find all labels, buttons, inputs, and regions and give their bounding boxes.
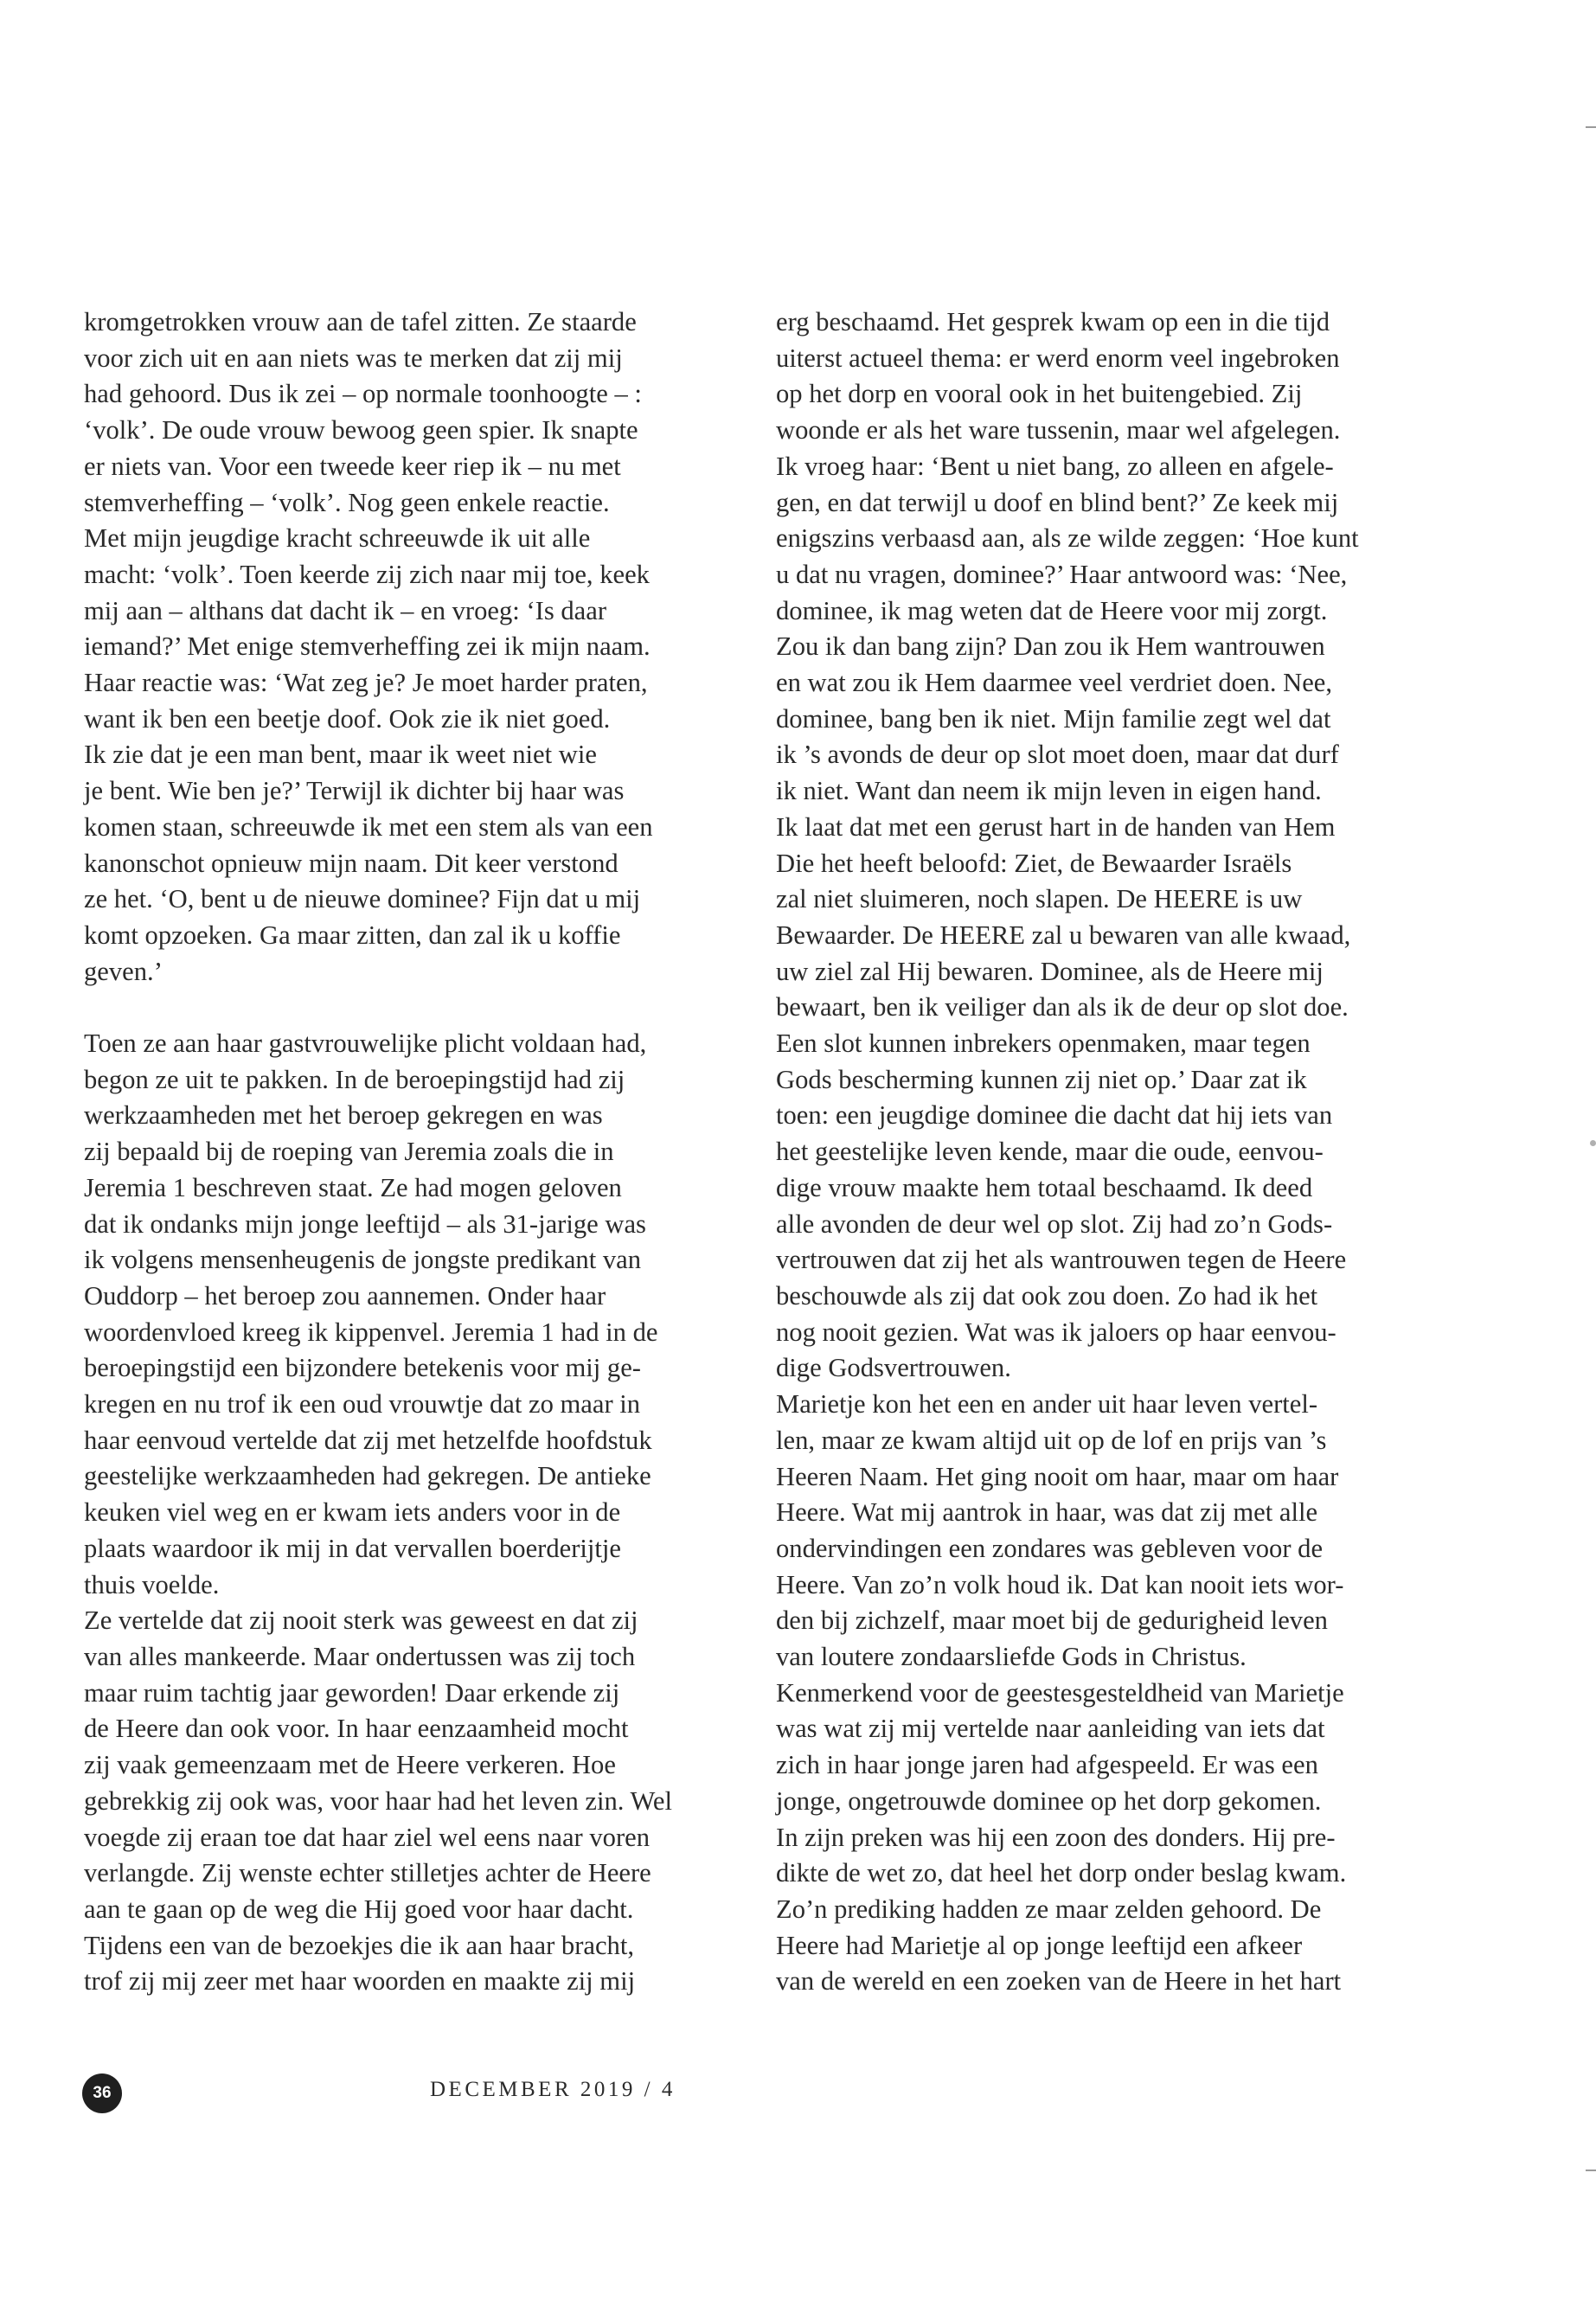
text-line: Kenmerkend voor de geestesgesteldheid van Marietje: [776, 1677, 1344, 1708]
text-line: macht: ‘volk’. Toen keerde zij zich naar mij toe, keek: [84, 559, 650, 589]
text-line: len, maar ze kwam altijd uit op de lof en prijs van ’s: [776, 1425, 1327, 1455]
text-line: mij aan – althans dat dacht ik – en vroeg: ‘Is daar: [84, 595, 607, 625]
text-line: dominee, ik mag weten dat de Heere voor mij zorgt.: [776, 595, 1328, 625]
text-line: ik volgens mensenheugenis de jongste predikant van: [84, 1245, 642, 1275]
text-line: op het dorp en vooral ook in het buitengebied. Zij: [776, 379, 1303, 409]
text-line: jonge, ongetrouwde dominee op het dorp gekomen.: [776, 1785, 1322, 1816]
text-line: stemverheffing – ‘volk’. Nog geen enkele reactie.: [84, 487, 610, 517]
text-line: van loutere zondaarsliefde Gods in Christus.: [776, 1642, 1247, 1672]
text-line: dige vrouw maakte hem totaal beschaamd. Ik deed: [776, 1172, 1313, 1202]
text-line: woonde er als het ware tussenin, maar wel afgelegen.: [776, 415, 1341, 445]
text-line: enigszins verbaasd aan, als ze wilde zeggen: ‘Hoe kunt: [776, 523, 1359, 554]
text-line: kanonschot opnieuw mijn naam. Dit keer verstond: [84, 848, 619, 878]
text-line: komen staan, schreeuwde ik met een stem als van een: [84, 811, 653, 842]
text-line: begon ze uit te pakken. In de beroepingstijd had zij: [84, 1064, 625, 1094]
text-line: dikte de wet zo, dat heel het dorp onder beslag kwam.: [776, 1858, 1347, 1888]
crop-mark-top: [1586, 126, 1596, 128]
paragraph: [84, 304, 741, 990]
text-line: vertrouwen dat zij het als wantrouwen tegen de Heere: [776, 1245, 1347, 1275]
paragraph: [84, 1026, 741, 1603]
text-line: er niets van. Voor een tweede keer riep ik – nu met: [84, 451, 621, 481]
left-column: [84, 304, 741, 2000]
text-line: voor zich uit en aan niets was te merken dat zij mij: [84, 343, 623, 373]
text-line: Heere had Marietje al op jonge leeftijd een afkeer: [776, 1930, 1303, 1960]
text-line: erg beschaamd. Het gesprek kwam op een in die tijd: [776, 307, 1330, 336]
text-line: verlangde. Zij wenste echter stilletjes achter de Heere: [84, 1858, 651, 1888]
text-line: aan te gaan op de weg die Hij goed voor haar dacht.: [84, 1894, 634, 1924]
paragraph: [776, 1676, 1433, 2000]
text-line: Heere. Van zo’n volk houd ik. Dat kan nooit iets wor-: [776, 1569, 1344, 1599]
text-line: ik niet. Want dan neem ik mijn leven in eigen hand.: [776, 776, 1322, 806]
text-line: Haar reactie was: ‘Wat zeg je? Je moet harder praten,: [84, 668, 648, 698]
text-line: thuis voelde.: [84, 1569, 220, 1599]
text-line: Heeren Naam. Het ging nooit om haar, maar om haar: [776, 1461, 1339, 1491]
page-number-badge: [82, 2073, 122, 2113]
text-line: beroepingstijd een bijzondere betekenis voor mij ge-: [84, 1353, 641, 1383]
text-line: uw ziel zal Hij bewaren. Dominee, als de Heere mij: [776, 956, 1324, 986]
text-line: In zijn preken was hij een zoon des donders. Hij pre-: [776, 1822, 1336, 1852]
text-line: maar ruim tachtig jaar geworden! Daar erkende zij: [84, 1677, 620, 1708]
text-line: beschouwde als zij dat ook zou doen. Zo had ik het: [776, 1280, 1318, 1311]
text-line: Ouddorp – het beroep zou aannemen. Onder haar: [84, 1280, 606, 1311]
text-line: Marietje kon het een en ander uit haar leven vertel-: [776, 1389, 1318, 1420]
text-line: zij vaak gemeenzaam met de Heere verkeren. Hoe: [84, 1750, 616, 1780]
text-line: woordenvloed kreeg ik kippenvel. Jeremia 1 had in de: [84, 1317, 658, 1347]
right-column: [776, 304, 1433, 2000]
text-line: haar eenvoud vertelde dat zij met hetzelfde hoofdstuk: [84, 1425, 652, 1455]
text-line: gebrekkig zij ook was, voor haar had het leven zin. Wel: [84, 1785, 673, 1816]
text-line: zich in haar jonge jaren had afgespeeld. Er was een: [776, 1750, 1318, 1780]
text-line: het geestelijke leven kende, maar die oude, eenvou-: [776, 1137, 1324, 1167]
text-line: geven.’: [84, 956, 163, 986]
text-line: voegde zij eraan toe dat haar ziel wel eens naar voren: [84, 1822, 651, 1852]
text-line: Ze vertelde dat zij nooit sterk was geweest en dat zij: [84, 1606, 638, 1636]
text-line: was wat zij mij vertelde naar aanleiding van iets dat: [776, 1714, 1325, 1744]
paragraph: [776, 1387, 1433, 1676]
text-line: plaats waardoor ik mij in dat vervallen boerderijtje: [84, 1533, 622, 1563]
text-line: Bewaarder. De HEERE zal u bewaren van alle kwaad,: [776, 920, 1351, 950]
text-line: iemand?’ Met enige stemverheffing zei ik mijn naam.: [84, 631, 651, 662]
text-line: ‘volk’. De oude vrouw bewoog geen spier. Ik snapte: [84, 415, 638, 445]
text-line: de Heere dan ook voor. In haar eenzaamheid mocht: [84, 1714, 629, 1744]
text-line: den bij zichzelf, maar moet bij de gedurigheid leven: [776, 1606, 1328, 1636]
text-line: geestelijke werkzaamheden had gekregen. De antieke: [84, 1461, 651, 1491]
text-line: trof zij mij zeer met haar woorden en maakte zij mij: [84, 1966, 636, 1997]
text-line: kromgetrokken vrouw aan de tafel zitten. Ze staarde: [84, 307, 637, 336]
text-line: want ik ben een beetje doof. Ook zie ik niet goed.: [84, 703, 611, 734]
text-line: u dat nu vragen, dominee?’ Haar antwoord was: ‘Nee,: [776, 559, 1348, 589]
text-line: dominee, bang ben ik niet. Mijn familie zegt wel dat: [776, 703, 1331, 734]
text-line: nog nooit gezien. Wat was ik jaloers op haar eenvou-: [776, 1317, 1336, 1347]
text-line: Ik laat dat met een gerust hart in de handen van Hem: [776, 811, 1336, 842]
text-line: werkzaamheden met het beroep gekregen en was: [84, 1100, 603, 1131]
text-line: uiterst actueel thema: er werd enorm veel ingebroken: [776, 343, 1340, 373]
text-line: van de wereld en een zoeken van de Heere in het hart: [776, 1966, 1342, 1997]
paragraph: [84, 1603, 741, 2000]
text-line: zal niet sluimeren, noch slapen. De HEERE is uw: [776, 884, 1303, 914]
text-line: Tijdens een van de bezoekjes die ik aan haar bracht,: [84, 1930, 635, 1960]
text-line: en wat zou ik Hem daarmee veel verdriet doen. Nee,: [776, 668, 1333, 698]
text-line: Toen ze aan haar gastvrouwelijke plicht voldaan had,: [84, 1029, 647, 1059]
text-line: Ik vroeg haar: ‘Bent u niet bang, zo alleen en afgele-: [776, 451, 1334, 481]
text-line: Jeremia 1 beschreven staat. Ze had mogen geloven: [84, 1172, 622, 1202]
text-line: alle avonden de deur wel op slot. Zij had zo’n Gods-: [776, 1208, 1333, 1239]
crop-mark-middle: [1590, 1140, 1596, 1146]
page-number: 36: [93, 2084, 112, 2102]
text-line: gen, en dat terwijl u doof en blind bent?’ Ze keek mij: [776, 487, 1339, 517]
text-line: Met mijn jeugdige kracht schreeuwde ik uit alle: [84, 523, 591, 554]
text-line: zij bepaald bij de roeping van Jeremia zoals die in: [84, 1137, 614, 1167]
text-line: komt opzoeken. Ga maar zitten, dan zal ik u koffie: [84, 920, 621, 950]
text-line: Gods bescherming kunnen zij niet op.’ Daar zat ik: [776, 1064, 1307, 1094]
text-line: keuken viel weg en er kwam iets anders voor in de: [84, 1497, 621, 1528]
crop-mark-bottom: [1586, 2170, 1596, 2171]
text-line: Heere. Wat mij aantrok in haar, was dat zij met alle: [776, 1497, 1318, 1528]
text-line: dat ik ondanks mijn jonge leeftijd – als 31-jarige was: [84, 1208, 646, 1239]
text-line: dige Godsvertrouwen.: [776, 1353, 1011, 1383]
text-line: ondervindingen een zondares was gebleven voor de: [776, 1533, 1324, 1563]
text-line: Ik zie dat je een man bent, maar ik weet niet wie: [84, 740, 597, 770]
text-line: Een slot kunnen inbrekers openmaken, maar tegen: [776, 1029, 1311, 1059]
text-line: Zo’n prediking hadden ze maar zelden gehoord. De: [776, 1894, 1322, 1924]
text-line: ze het. ‘O, bent u de nieuwe dominee? Fijn dat u mij: [84, 884, 641, 914]
issue-label: DECEMBER 2019 / 4: [430, 2078, 676, 2101]
paragraph: [776, 304, 1433, 1387]
text-line: bewaart, ben ik veiliger dan als ik de deur op slot doe.: [776, 992, 1349, 1022]
text-line: toen: een jeugdige dominee die dacht dat hij iets van: [776, 1100, 1333, 1131]
text-line: Zou ik dan bang zijn? Dan zou ik Hem wantrouwen: [776, 631, 1325, 662]
text-line: had gehoord. Dus ik zei – op normale toonhoogte – :: [84, 379, 642, 409]
text-line: je bent. Wie ben je?’ Terwijl ik dichter bij haar was: [84, 776, 625, 806]
text-line: ik ’s avonds de deur op slot moet doen, maar dat durf: [776, 740, 1339, 770]
text-line: van alles mankeerde. Maar ondertussen was zij toch: [84, 1642, 636, 1671]
text-line: kregen en nu trof ik een oud vrouwtje dat zo maar in: [84, 1389, 641, 1420]
text-line: Die het heeft beloofd: Ziet, de Bewaarder Israëls: [776, 848, 1292, 878]
